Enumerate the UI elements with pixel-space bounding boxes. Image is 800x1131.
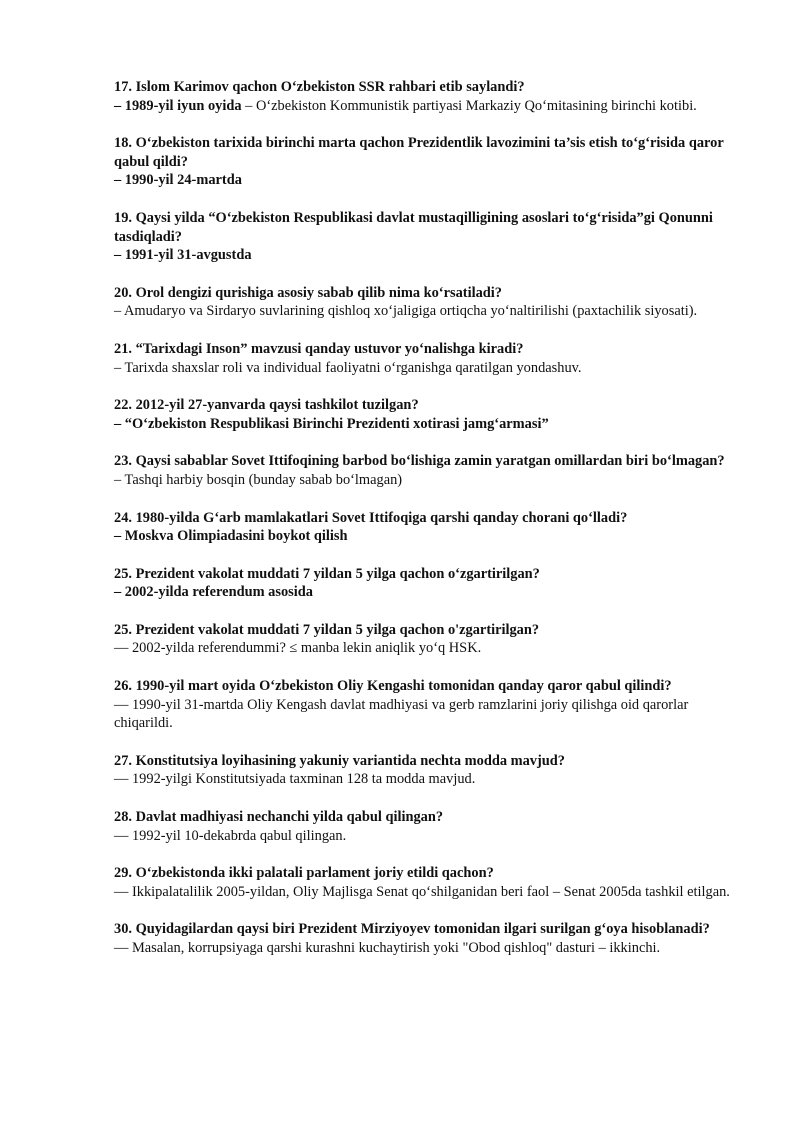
answer-text: – 2002-yilda referendum asosida bbox=[114, 584, 313, 601]
answer-text: – Tashqi harbiy bosqin (bunday sabab bo‘lmagan) bbox=[114, 471, 403, 488]
question-text: 25. Prezident vakolat muddati 7 yildan 5 yilga qachon o‘zgartirilgan? bbox=[114, 565, 540, 582]
qa-item bbox=[114, 920, 744, 957]
qa-item bbox=[114, 752, 744, 789]
answer-text: – 1991-yil 31-avgustda bbox=[114, 247, 252, 264]
question-text: 26. 1990-yil mart oyida O‘zbekiston Oliy Kengashi tomonidan qanday qaror qabul qilindi? bbox=[114, 678, 672, 695]
qa-item bbox=[114, 284, 744, 321]
answer-text: — Masalan, korrupsiyaga qarshi kurashni kuchaytirish yoki "Obod qishloq" dasturi – ikkinchi. bbox=[114, 940, 661, 956]
qa-item bbox=[114, 396, 744, 433]
qa-item bbox=[114, 452, 744, 489]
qa-item bbox=[114, 565, 744, 602]
answer-text: — 1992-yilgi Konstitutsiyada taxminan 128 ta modda mavjud. bbox=[114, 771, 476, 788]
answer-text: – 1990-yil 24-martda bbox=[114, 172, 242, 189]
answer-text bbox=[114, 97, 744, 116]
question-text: 24. 1980-yilda G‘arb mamlakatlari Sovet Ittifoqiga qarshi qanday choranі qo‘lladi? bbox=[114, 509, 628, 526]
question-text: 22. 2012-yil 27-yanvarda qaysi tashkilot tuzilgan? bbox=[114, 397, 419, 414]
answer-text: – Tarixda shaxslar roli va individual faoliyatni o‘rganishga qaratilgan yondashuv. bbox=[114, 359, 582, 376]
answer-text: – Amudaryo va Sirdaryo suvlarining qishloq xo‘jaligiga ortiqcha yo‘naltirilishi (paxtachilik siyosati). bbox=[114, 303, 698, 320]
answer-text: – Moskva Olimpiadasini boykot qilish bbox=[114, 528, 348, 545]
qa-item bbox=[114, 621, 744, 658]
qa-item bbox=[114, 209, 744, 265]
question-text: 21. “Tarixdagi Inson” mavzusi qanday ustuvor yo‘nalishga kiradi? bbox=[114, 340, 524, 357]
answer-text: – “O‘zbekiston Respublikasi Birinchi Prezidenti xotirasi jamg‘armasi” bbox=[114, 415, 549, 432]
question-text: 29. O‘zbekistonda ikki palatali parlament joriy etildi qachon? bbox=[114, 865, 494, 882]
qa-item bbox=[114, 864, 744, 901]
answer-text: — 1990-yil 31-martda Oliy Kengash davlat madhiyasi va gerb ramzlarini joriy qilishga oid qarorlar chiqarildi. bbox=[114, 696, 689, 732]
qa-item bbox=[114, 78, 744, 115]
question-text: 30. Quyidagilardan qaysi biri Prezident Mirziyoyev tomonidan ilgari surilgan g‘oya hisoblanadi? bbox=[114, 921, 710, 938]
qa-item bbox=[114, 509, 744, 546]
answer-text: — 2002-yilda referendummi? ≤ manba lekin aniqlik yo‘q HSK. bbox=[114, 640, 482, 657]
qa-item bbox=[114, 134, 744, 190]
question-text: 27. Konstitutsiya loyihasining yakuniy variantida nechta modda mavjud? bbox=[114, 752, 566, 769]
question-text: 18. O‘zbekiston tarixida birinchi marta qachon Prezidentlik lavozimini ta’sis etish to‘g‘risida qaror qabul qildi? bbox=[114, 135, 724, 170]
question-text: 17. Islom Karimov qachon O‘zbekiston SSR rahbari etib saylandi? bbox=[114, 79, 525, 95]
qa-item bbox=[114, 808, 744, 845]
question-text: 23. Qaysi sabablar Sovet Ittifoqining barbod bo‘lishiga zamin yaratgan omillardan biri bo‘lmagan? bbox=[114, 453, 725, 470]
question-text: 28. Davlat madhiyasi nechanchi yilda qabul qilingan? bbox=[114, 809, 444, 826]
answer-text: — Ikkipalatalilik 2005-yildan, Oliy Majlisga Senat qo‘shilganidan beri faol – Senat 2005da tashkil etilgan. bbox=[114, 883, 730, 900]
question-text: 19. Qaysi yilda “O‘zbekiston Respublikasi davlat mustaqilligining asoslari to‘g‘risida”gi Qonunni tasdiqladi? bbox=[114, 209, 713, 245]
qa-item bbox=[114, 340, 744, 377]
document-page bbox=[114, 78, 744, 977]
answer-bold-part: – 1989-yil iyun oyida bbox=[114, 97, 242, 114]
question-text: 20. Orol dengizi qurishiga asosiy sabab qilib nima ko‘rsatiladi? bbox=[114, 284, 502, 301]
qa-item bbox=[114, 677, 744, 733]
answer-text: — 1992-yil 10-dekabrda qabul qilingan. bbox=[114, 827, 347, 844]
question-text: 25. Prezident vakolat muddati 7 yildan 5 yilga qachon o'zgartirilgan? bbox=[114, 621, 540, 638]
answer-regular-part: – O‘zbekiston Kommunistik partiyasi Markaziy Qo‘mitasining birinchi kotibi. bbox=[241, 97, 697, 114]
